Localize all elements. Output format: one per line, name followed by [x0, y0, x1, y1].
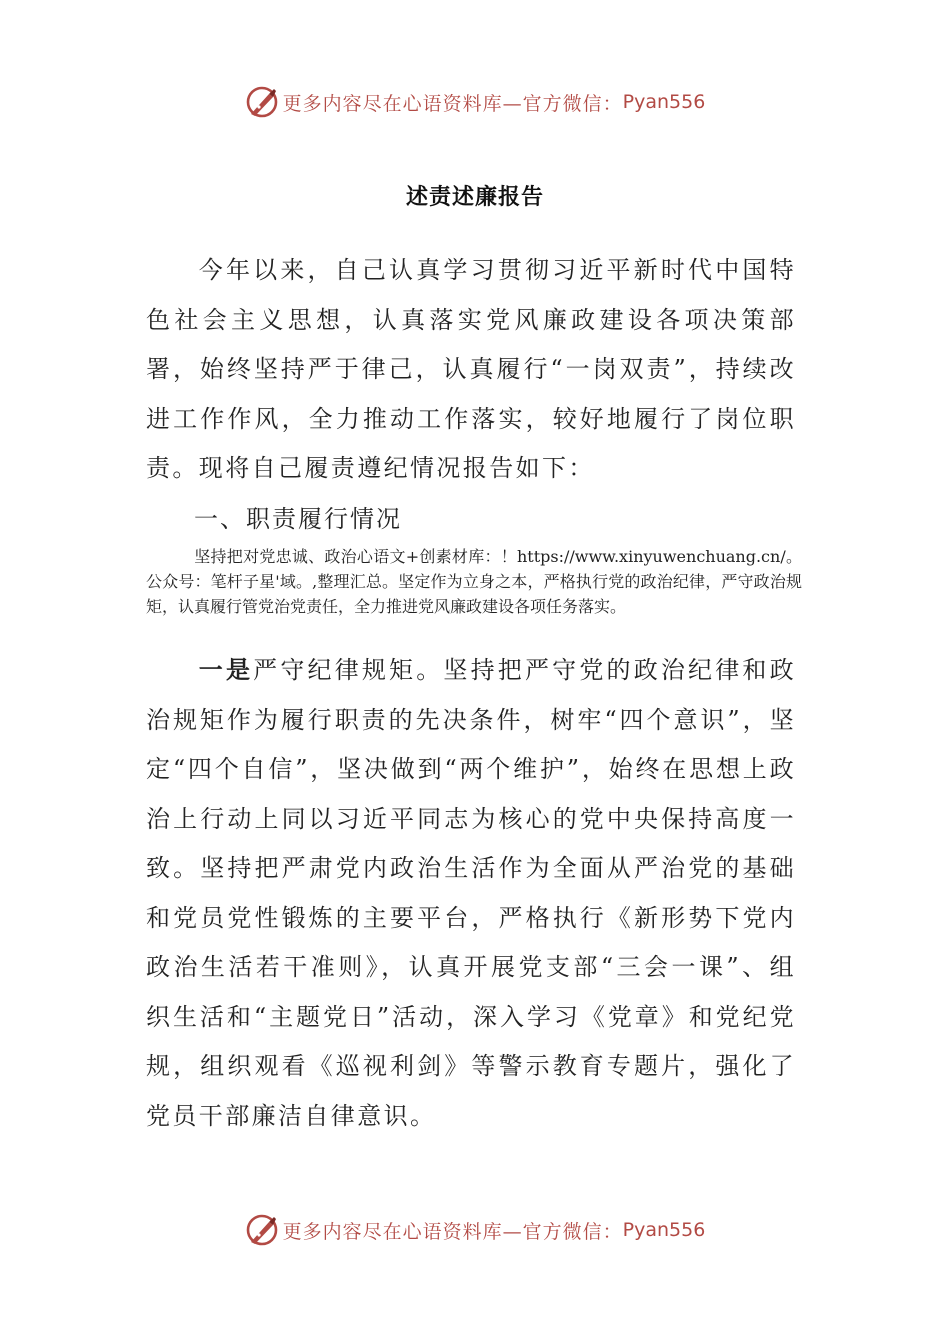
small-paragraph-text: 坚持把对党忠诚、政治心语文+创素材库：！https://www.xinyuwenchuang.cn/。公众号：笔杆子星'域。,整理汇总。坚定作为立身之本，严格执行党的政治纪律，严守政治规矩，认真履行管党治党责任，全力推进党风廉政建设各项任务落实。	[146, 547, 802, 616]
banner-wechat-id: Pyan556	[622, 91, 706, 113]
header-watermark-banner	[0, 82, 950, 122]
small-paragraph	[146, 544, 802, 619]
banner-text: 更多内容尽在心语资料库—官方微信：	[282, 92, 623, 115]
fountain-pen-logo-icon	[245, 85, 279, 119]
point-one-paragraph	[146, 646, 796, 1141]
point-one-text: 严守纪律规矩。坚持把严守党的政治纪律和政治规矩作为履行职责的先决条件，树牢“四个意识”，坚定“四个自信”，坚决做到“两个维护”，始终在思想上政治上行动上同以习近平同志为核心的党中央保持高度一致。坚持把严肃党内政治生活作为全面从严治党的基础和党员党性锻炼的主要平台，严格执行《新形势下党内政治生活若干准则》，认真开展党支部“三会一课”、组织生活和“主题党日”活动，深入学习《党章》和党纪党规，组织观看《巡视利剑》等警示教育专题片，强化了党员干部廉洁自律意识。	[146, 656, 796, 1130]
point-one-lead: 一是	[198, 656, 254, 684]
footer-watermark-banner	[0, 1210, 950, 1250]
document-title: 述责述廉报告	[405, 185, 544, 210]
banner-wechat-id: Pyan556	[622, 1219, 706, 1241]
section-heading: 一、职责履行情况	[194, 505, 402, 533]
intro-paragraph-text: 今年以来，自己认真学习贯彻习近平新时代中国特色社会主义思想，认真落实党风廉政建设各项决策部署，始终坚持严于律己，认真履行“一岗双责”，持续改进工作作风，全力推动工作落实，较好地履行了岗位职责。现将自己履责遵纪情况报告如下：	[146, 256, 796, 482]
intro-paragraph	[146, 246, 796, 494]
fountain-pen-logo-icon	[245, 1213, 279, 1247]
banner-text: 更多内容尽在心语资料库—官方微信：	[282, 1220, 623, 1243]
